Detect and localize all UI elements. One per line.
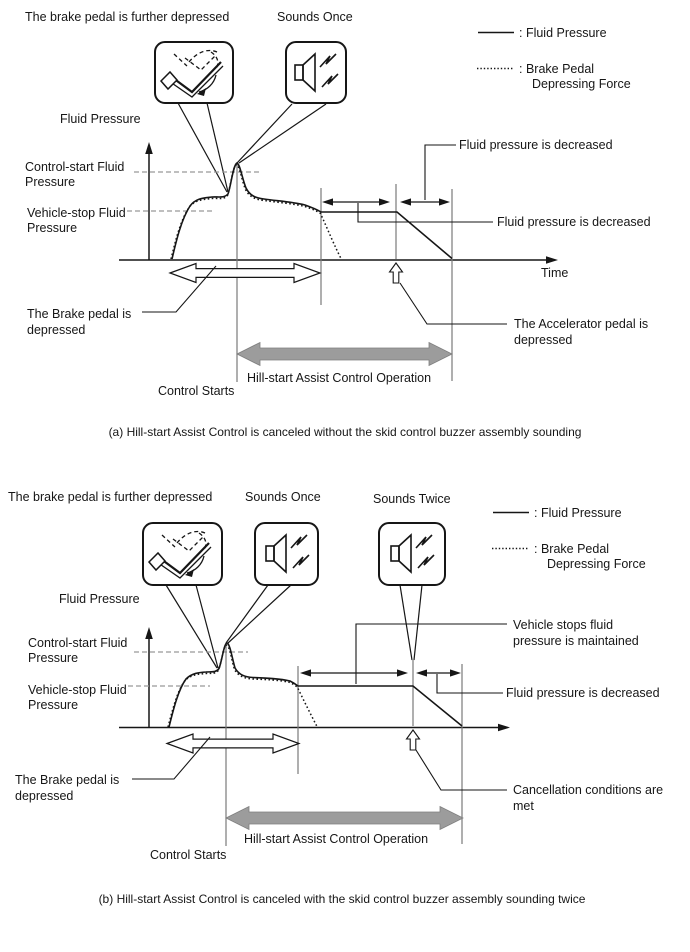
label-control-starts: Control Starts bbox=[158, 384, 235, 398]
legend-brake-pedal-label-line2: Depressing Force bbox=[547, 557, 646, 571]
buzzer-callout-pointer bbox=[237, 104, 326, 163]
diagram-b bbox=[8, 490, 663, 906]
operation-span-arrow bbox=[237, 343, 452, 366]
legend bbox=[492, 506, 646, 571]
accelerator-up-arrow bbox=[390, 263, 403, 283]
control-start-label-line1: Control-start Fluid bbox=[25, 160, 125, 174]
y-axis bbox=[145, 627, 153, 728]
cancellation-up-arrow bbox=[407, 730, 420, 750]
diagram-a bbox=[25, 10, 651, 439]
buzzer-once-callout-pointer bbox=[226, 585, 291, 643]
brake-pedal-force-curve-dotted bbox=[171, 165, 341, 260]
y-axis-label: Fluid Pressure bbox=[60, 112, 141, 126]
legend-brake-pedal-label-line2: Depressing Force bbox=[532, 77, 631, 91]
label-brake-further-depressed: The brake pedal is further depressed bbox=[8, 490, 213, 504]
label-brake-further-depressed: The brake pedal is further depressed bbox=[25, 10, 230, 24]
label-brake-depressed-line2: depressed bbox=[15, 789, 74, 803]
label-accelerator-line2: depressed bbox=[514, 333, 573, 347]
fluid-pressure-curve-solid bbox=[169, 643, 462, 727]
vehicle-stop-label-line2: Pressure bbox=[27, 221, 78, 235]
brake-depressed-span-arrow bbox=[167, 734, 299, 753]
caption-b: (b) Hill-start Assist Control is canceled with the skid control buzzer assembly sounding twice bbox=[98, 892, 586, 906]
label-operation: Hill-start Assist Control Operation bbox=[247, 371, 432, 385]
legend-fluid-pressure-label: : Fluid Pressure bbox=[519, 26, 607, 40]
label-control-starts: Control Starts bbox=[150, 848, 227, 862]
brake-callout-pointer bbox=[166, 585, 218, 668]
label-sounds-once: Sounds Once bbox=[277, 10, 353, 24]
label-sounds-once: Sounds Once bbox=[245, 490, 321, 504]
label-brake-depressed-line1: The Brake pedal is bbox=[27, 307, 132, 321]
label-brake-depressed-line1: The Brake pedal is bbox=[15, 773, 120, 787]
buzzer-twice-callout-box bbox=[379, 523, 445, 585]
legend-brake-pedal-label-line1: : Brake Pedal bbox=[534, 542, 610, 556]
label-operation: Hill-start Assist Control Operation bbox=[244, 832, 429, 846]
vehicle-stop-label-line2: Pressure bbox=[28, 698, 79, 712]
control-start-label-line2: Pressure bbox=[25, 175, 76, 189]
caption-a: (a) Hill-start Assist Control is canceled without the skid control buzzer assembly sounding bbox=[108, 425, 582, 439]
fluid-pressure-curve-solid bbox=[172, 163, 452, 259]
y-axis-label: Fluid Pressure bbox=[59, 592, 140, 606]
decrease-span-arrows bbox=[322, 198, 450, 205]
x-axis-time-label: Time bbox=[541, 266, 569, 280]
vehicle-stops-leader bbox=[356, 624, 507, 684]
label-pressure-decreased-upper: Fluid pressure is decreased bbox=[459, 138, 613, 152]
label-sounds-twice: Sounds Twice bbox=[373, 492, 451, 506]
y-axis bbox=[145, 142, 153, 260]
x-axis bbox=[119, 256, 558, 264]
control-start-label-line1: Control-start Fluid bbox=[28, 636, 128, 650]
brake-callout-pointer bbox=[178, 103, 228, 192]
vehicle-stop-label-line1: Vehicle-stop Fluid bbox=[27, 206, 126, 220]
legend bbox=[477, 26, 631, 91]
label-cancellation-line2: met bbox=[513, 799, 534, 813]
brake-pedal-force-curve-dotted bbox=[168, 645, 317, 727]
operation-span-arrow bbox=[226, 807, 463, 830]
legend-brake-pedal-label-line1: : Brake Pedal bbox=[519, 62, 595, 76]
label-accelerator-line1: The Accelerator pedal is bbox=[514, 317, 649, 331]
label-brake-depressed-line2: depressed bbox=[27, 323, 86, 337]
label-cancellation-line1: Cancellation conditions are bbox=[513, 783, 664, 797]
label-vehicle-stops-line2: pressure is maintained bbox=[513, 634, 639, 648]
buzzer-twice-callout-pointer bbox=[400, 585, 422, 660]
control-start-label-line2: Pressure bbox=[28, 651, 79, 665]
brake-depressed-span-arrow bbox=[170, 264, 320, 283]
vehicle-stop-label-line1: Vehicle-stop Fluid bbox=[28, 683, 127, 697]
label-vehicle-stops-line1: Vehicle stops fluid bbox=[513, 618, 614, 632]
label-pressure-decreased-lower: Fluid pressure is decreased bbox=[497, 215, 651, 229]
label-pressure-decreased: Fluid pressure is decreased bbox=[506, 686, 660, 700]
decreased-leader bbox=[437, 674, 503, 693]
decreased-upper-leader bbox=[425, 145, 456, 200]
brake-pedal-callout-box bbox=[155, 42, 233, 103]
x-axis bbox=[119, 724, 510, 732]
legend-fluid-pressure-label: : Fluid Pressure bbox=[534, 506, 622, 520]
accelerator-leader bbox=[400, 283, 507, 324]
